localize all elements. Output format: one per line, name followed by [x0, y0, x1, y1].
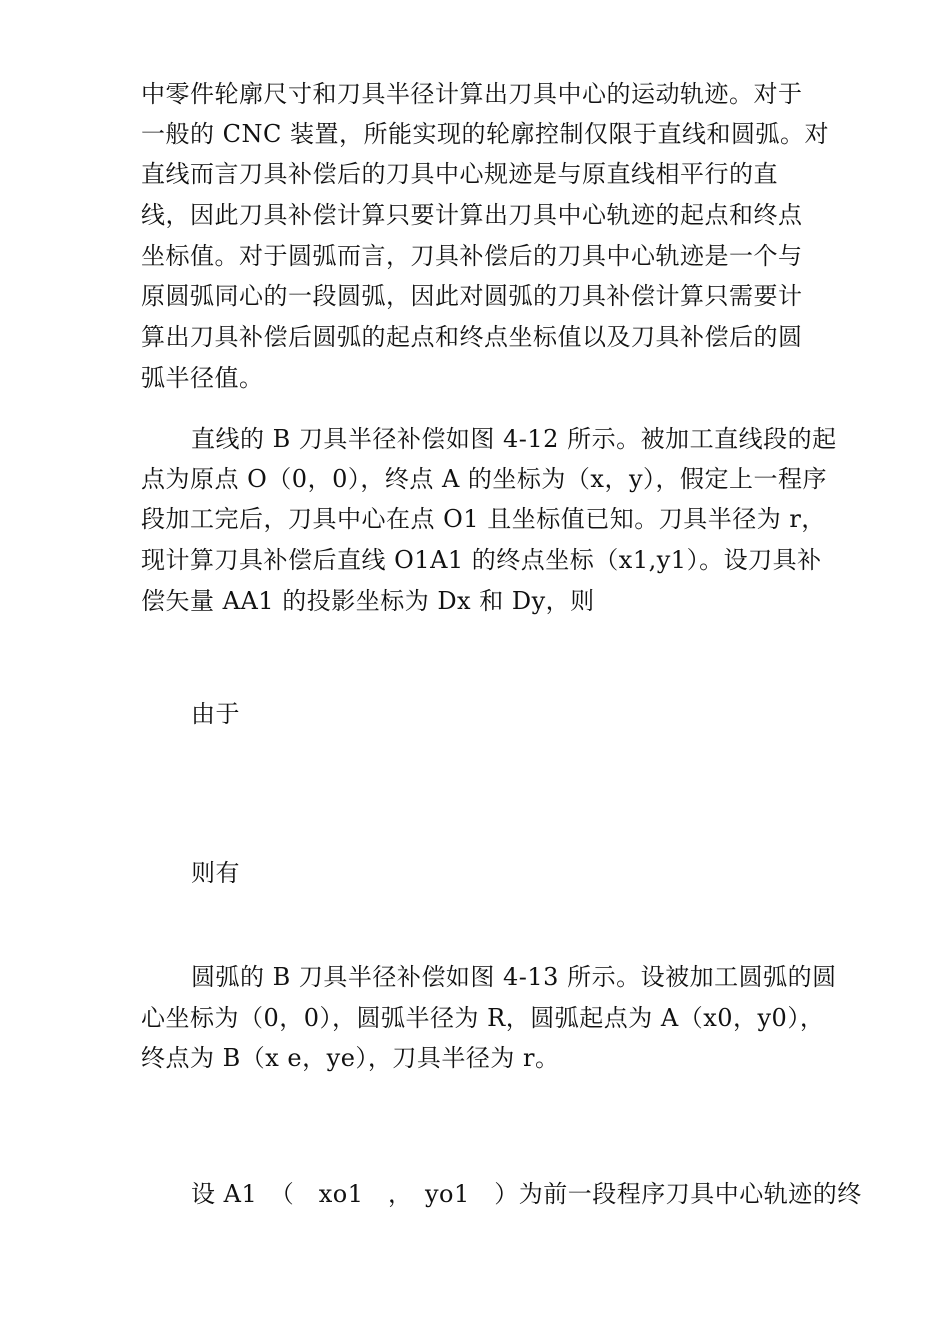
text-line: 算出刀具补偿后圆弧的起点和终点坐标值以及刀具补偿后的圆	[141, 323, 803, 351]
text-line: 线，因此刀具补偿计算只要计算出刀具中心轨迹的起点和终点	[141, 201, 803, 229]
text-line: 中零件轮廓尺寸和刀具半径计算出刀具中心的运动轨迹。对于	[141, 80, 803, 108]
text-line: 点为原点 O（0，0），终点 A 的坐标为（x，y），假定上一程序	[141, 465, 828, 493]
text-line: 坐标值。对于圆弧而言，刀具补偿后的刀具中心轨迹是一个与	[141, 242, 803, 270]
text-line: 则有	[191, 859, 240, 887]
text-line: 设 A1 （ xo1 ， yo1 ）为前一段程序刀具中心轨迹的终	[191, 1180, 862, 1208]
text-line: 直线的 B 刀具半径补偿如图 4-12 所示。被加工直线段的起	[191, 425, 837, 453]
text-line: 圆弧的 B 刀具半径补偿如图 4-13 所示。设被加工圆弧的圆	[191, 963, 837, 991]
text-line: 终点为 B（x e，ye），刀具半径为 r。	[141, 1044, 560, 1072]
text-line: 偿矢量 AA1 的投影坐标为 Dx 和 Dy，则	[141, 587, 595, 615]
text-line: 现计算刀具补偿后直线 O1A1 的终点坐标（x1,y1）。设刀具补	[141, 546, 822, 574]
text-line: 由于	[191, 700, 240, 728]
text-line: 段加工完后，刀具中心在点 O1 且坐标值已知。刀具半径为 r，	[141, 505, 826, 533]
text-line: 直线而言刀具补偿后的刀具中心规迹是与原直线相平行的直	[141, 160, 778, 188]
text-line: 一般的 CNC 装置，所能实现的轮廓控制仅限于直线和圆弧。对	[141, 120, 829, 148]
text-line: 弧半径值。	[141, 364, 264, 392]
text-line: 原圆弧同心的一段圆弧，因此对圆弧的刀具补偿计算只需要计	[141, 282, 803, 310]
text-line: 心坐标为（0，0），圆弧半径为 R，圆弧起点为 A（x0，y0），	[141, 1004, 825, 1032]
